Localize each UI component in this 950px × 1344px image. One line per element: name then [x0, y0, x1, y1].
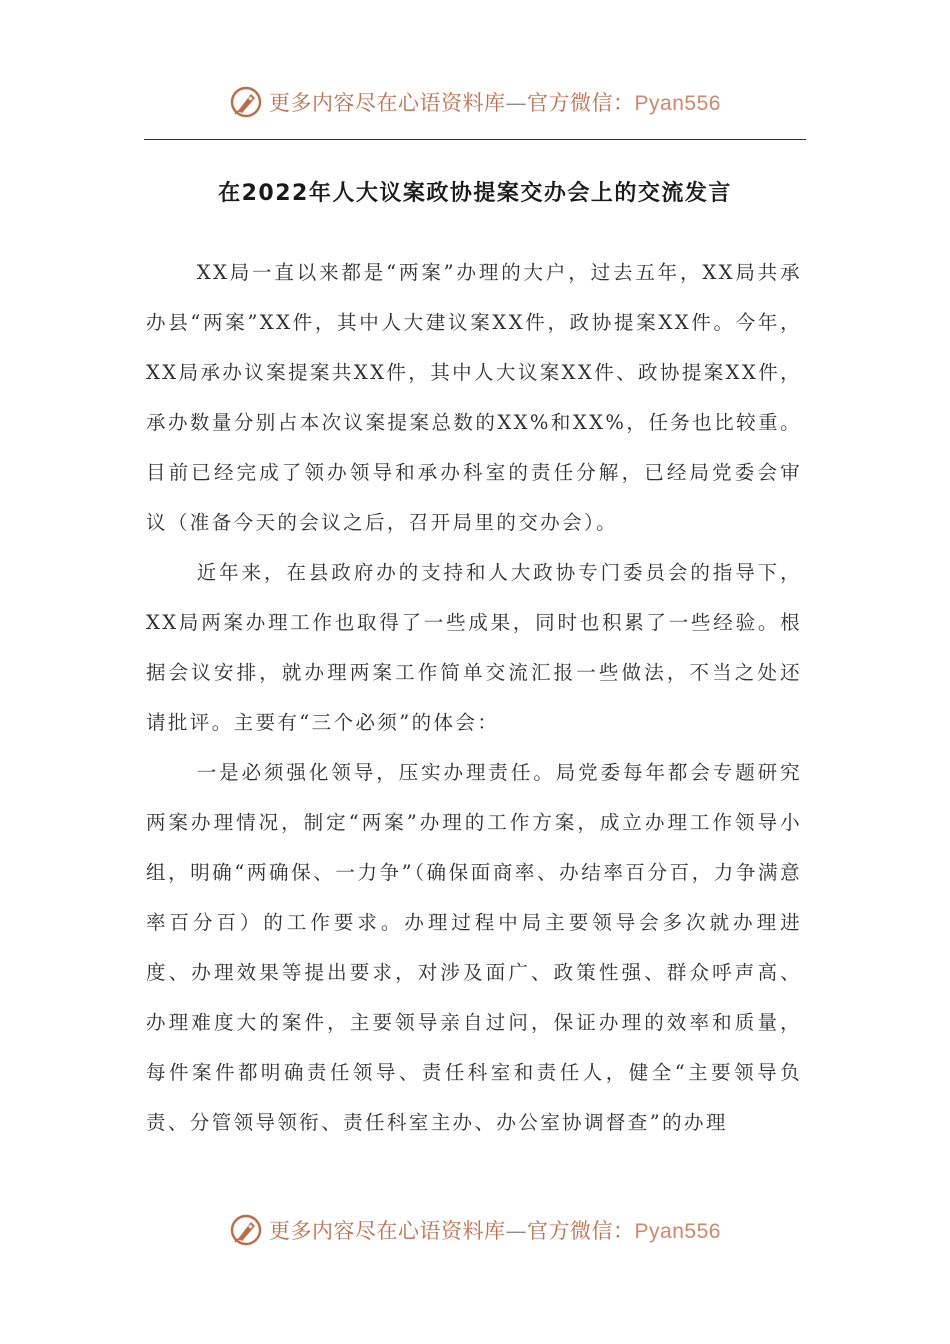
footer-watermark-banner	[0, 1208, 950, 1252]
paragraph-3: 一是必须强化领导，压实办理责任。局党委每年都会专题研究两案办理情况，制定“两案”办理的工作方案，成立办理工作领导小组，明确“两确保、一力争”（确保面商率、办结率百分百，力争满意率百分百）的工作要求。办理过程中局主要领导会多次就办理进度、办理效果等提出要求，对涉及面广、政策性强、群众呼声高、办理难度大的案件，主要领导亲自过问，保证办理的效率和质量，每件案件都明确责任领导、责任科室和责任人，健全“主要领导负责、分管领导领衔、责任科室主办、办公室协调督查”的办理	[146, 761, 802, 1134]
banner-text: 更多内容尽在心语资料库—官方微信：Pyan556	[269, 1219, 721, 1243]
paragraph-2: 近年来，在县政府办的支持和人大政协专门委员会的指导下，XX局两案办理工作也取得了一些成果，同时也积累了一些经验。根据会议安排，就办理两案工作简单交流汇报一些做法，不当之处还请批评。主要有“三个必须”的体会：	[146, 561, 802, 734]
document-title: 在2022年人大议案政协提案交办会上的交流发言	[218, 181, 732, 206]
header-divider	[144, 139, 806, 140]
wechat-id: Pyan556	[634, 92, 721, 115]
banner-text: 更多内容尽在心语资料库—官方微信：Pyan556	[269, 91, 721, 115]
wechat-id: Pyan556	[634, 1220, 721, 1243]
header-watermark-banner	[0, 80, 950, 124]
pen-nib-logo-icon	[229, 85, 263, 119]
pen-nib-logo-icon	[229, 1213, 263, 1247]
paragraph-1: XX局一直以来都是“两案”办理的大户，过去五年，XX局共承办县“两案”XX件，其中人大建议案XX件，政协提案XX件。今年，XX局承办议案提案共XX件，其中人大议案XX件、政协提案XX件，承办数量分别占本次议案提案总数的XX%和XX%，任务也比较重。目前已经完成了领办领导和承办科室的责任分解，已经局党委会审议（准备今天的会议之后，召开局里的交办会）。	[146, 261, 802, 534]
document-body	[146, 248, 802, 1148]
